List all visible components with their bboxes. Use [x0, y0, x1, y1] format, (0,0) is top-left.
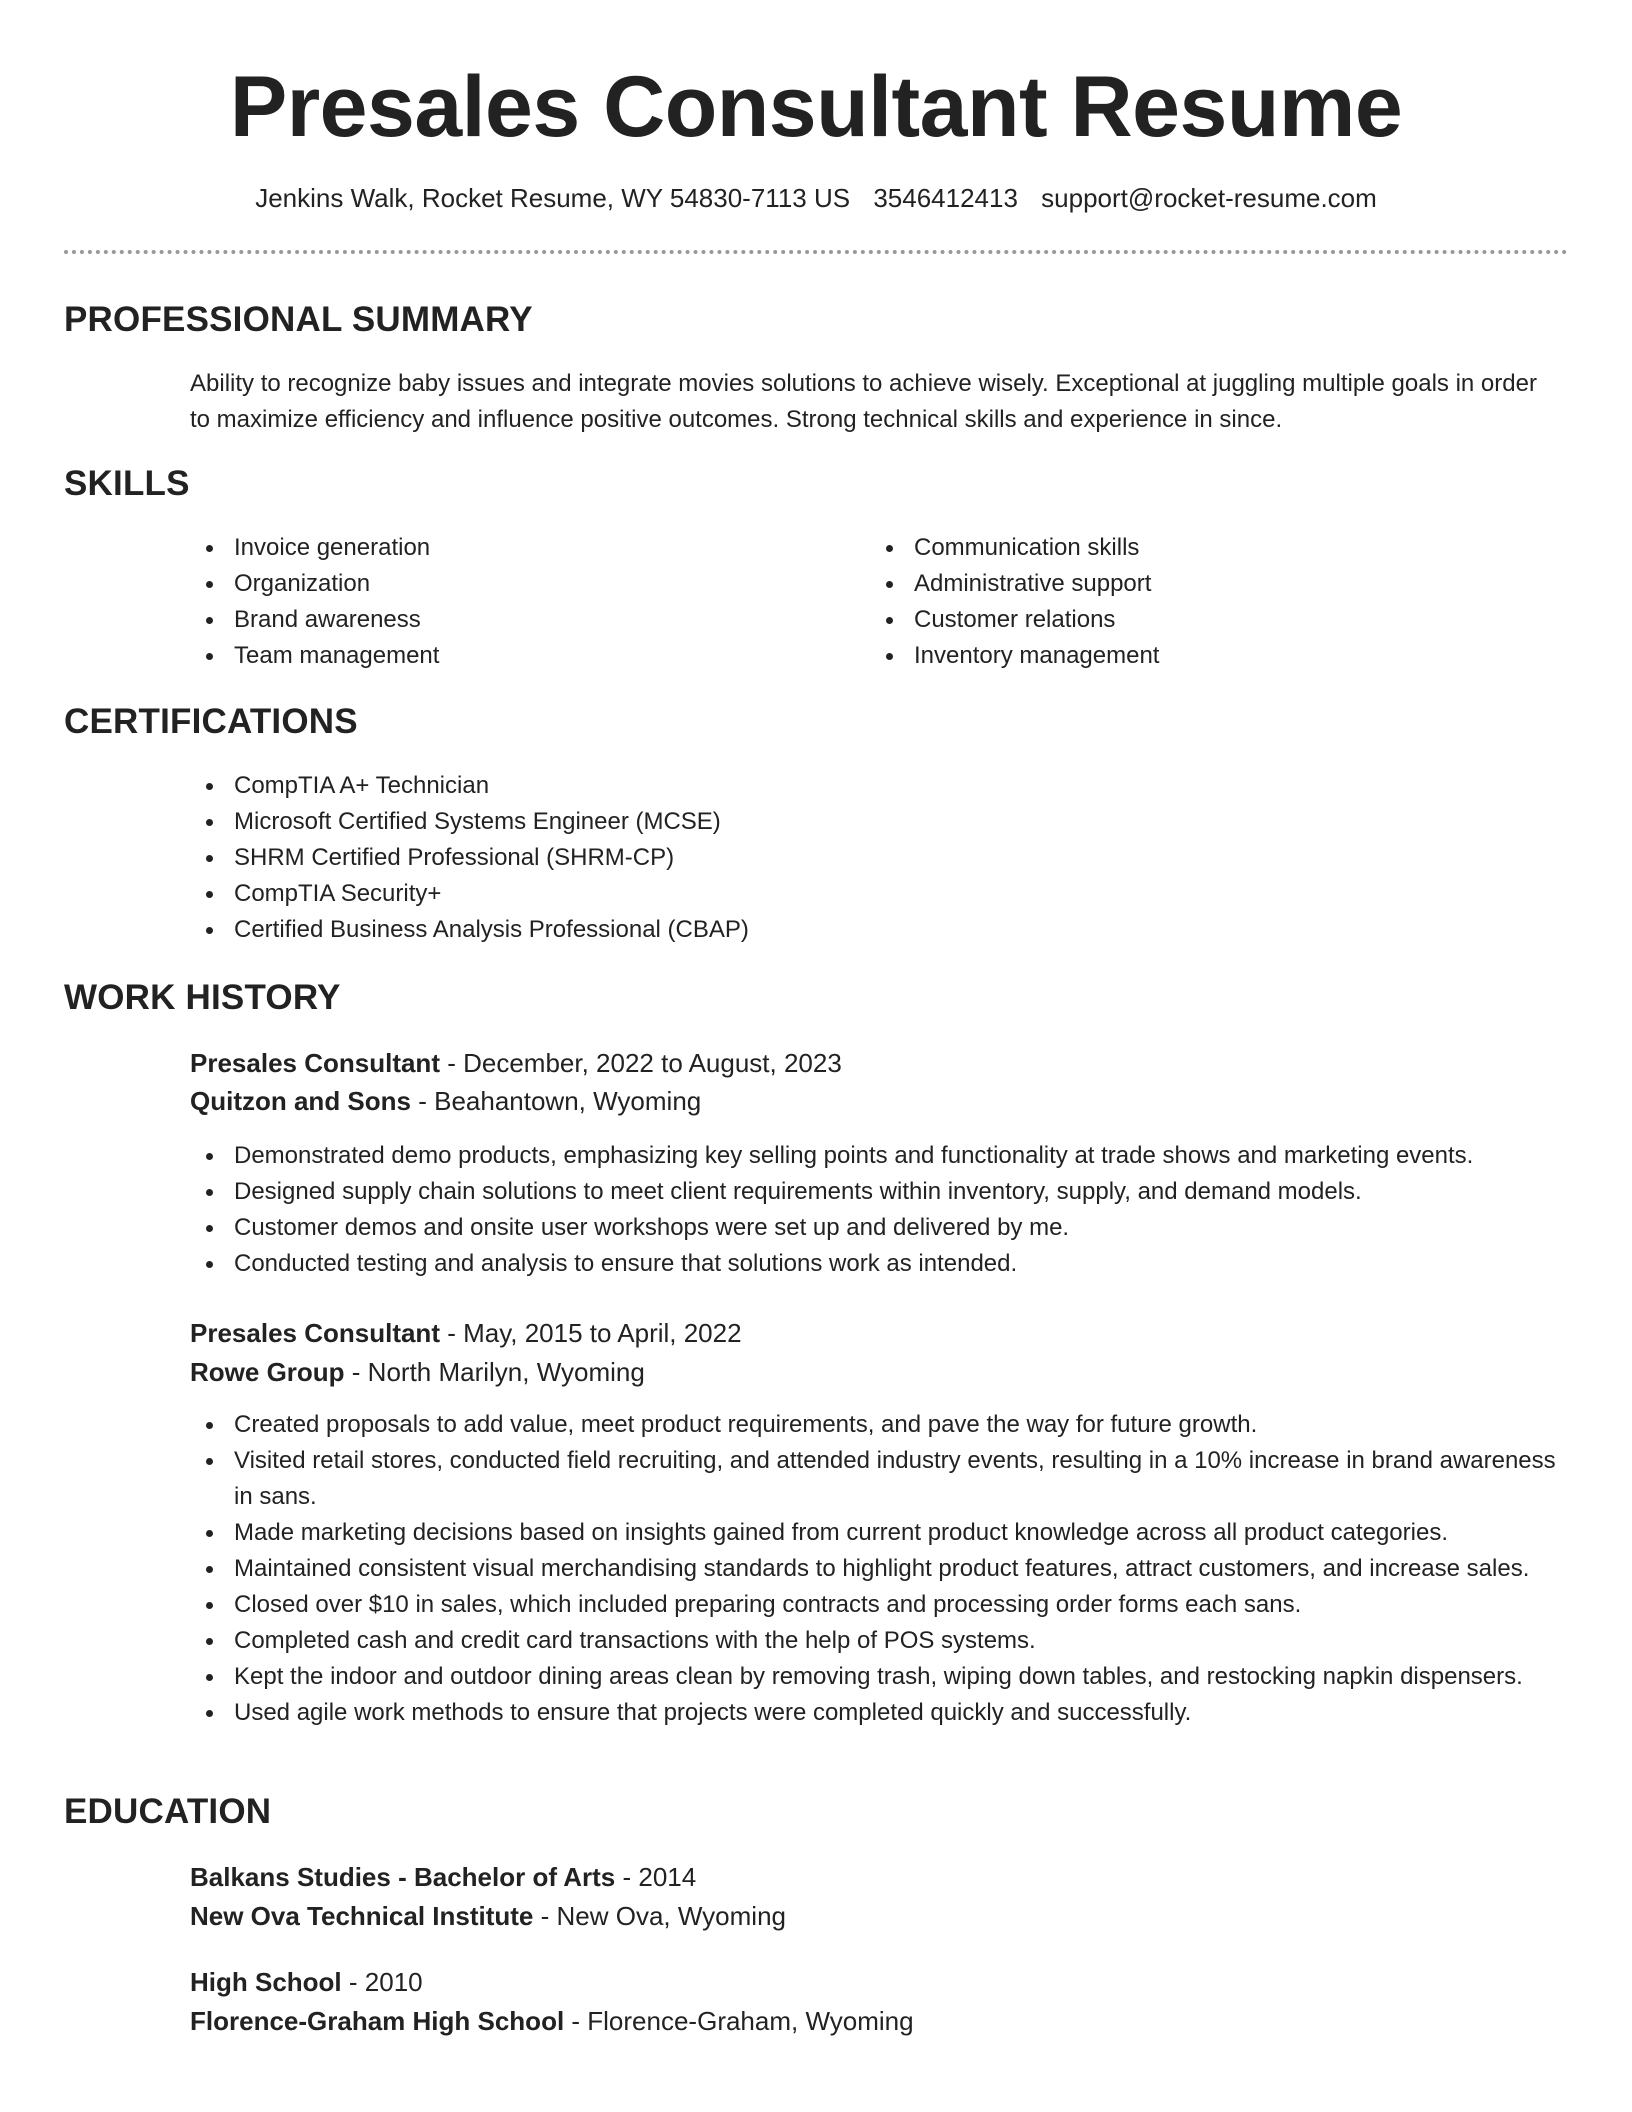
education-school-line [190, 1897, 786, 1935]
education-location: - New Ova, Wyoming [533, 1901, 786, 1931]
education-school: Florence-Graham High School [190, 2006, 565, 2036]
skill-item: Team management [190, 638, 830, 674]
job-dates: - December, 2022 to August, 2023 [439, 1048, 842, 1078]
contact-phone: 3546412413 [873, 183, 1018, 213]
job-location: - Beahantown, Wyoming [411, 1086, 702, 1116]
work-history-heading: WORK HISTORY [64, 978, 341, 1017]
job-bullet: Kept the indoor and outdoor dining areas clean by removing trash, wiping down tables, and restocking napkin dispensers. [190, 1659, 1570, 1695]
skill-item: Customer relations [870, 602, 1510, 638]
summary-text: Ability to recognize baby issues and integrate movies solutions to achieve wisely. Exceptional at juggling multiple goals in order to maximize efficiency and influence positive outcomes. Strong technical skills and experience in since. [190, 370, 1537, 433]
contact-address: Jenkins Walk, Rocket Resume, WY 54830-7113 US [255, 183, 851, 213]
skills-list-right [870, 530, 1510, 674]
skill-item: Brand awareness [190, 602, 830, 638]
job-title: Presales Consultant [190, 1318, 440, 1348]
job-bullets [190, 1407, 1570, 1731]
education-degree: High School [190, 1967, 342, 1997]
skill-item: Administrative support [870, 566, 1510, 602]
job-bullet: Customer demos and onsite user workshops were set up and delivered by me. [190, 1210, 1570, 1246]
education-heading: EDUCATION [64, 1792, 272, 1831]
education-degree: Balkans Studies - Bachelor of Arts [190, 1862, 616, 1892]
education-degree-line [190, 1858, 696, 1896]
job-bullet: Used agile work methods to ensure that projects were completed quickly and successfully. [190, 1695, 1570, 1731]
certification-item: Microsoft Certified Systems Engineer (MCSE) [190, 804, 1490, 840]
job-bullet: Completed cash and credit card transactions with the help of POS systems. [190, 1623, 1570, 1659]
skills-heading: SKILLS [64, 464, 190, 503]
education-year: - 2014 [615, 1862, 697, 1892]
job-title-line [190, 1314, 742, 1352]
contact-email: support@rocket-resume.com [1041, 183, 1377, 213]
certification-item: SHRM Certified Professional (SHRM-CP) [190, 840, 1490, 876]
job-bullet: Conducted testing and analysis to ensure that solutions work as intended. [190, 1246, 1570, 1282]
certification-item: CompTIA A+ Technician [190, 768, 1490, 804]
job-company: Rowe Group [190, 1357, 345, 1387]
resume-title: Presales Consultant Resume [229, 59, 1403, 155]
education-degree-line [190, 1963, 423, 2001]
job-bullet: Created proposals to add value, meet product requirements, and pave the way for future growth. [190, 1407, 1570, 1443]
job-bullet: Visited retail stores, conducted field recruiting, and attended industry events, resulting in a 10% increase in brand awareness in sans. [190, 1443, 1570, 1515]
skill-item: Inventory management [870, 638, 1510, 674]
job-company-line [190, 1353, 645, 1391]
education-location: - Florence-Graham, Wyoming [564, 2006, 914, 2036]
certification-item: Certified Business Analysis Professional (CBAP) [190, 912, 1490, 948]
education-year: - 2010 [341, 1967, 423, 1997]
education-school: New Ova Technical Institute [190, 1901, 534, 1931]
job-bullet: Closed over $10 in sales, which included preparing contracts and processing order forms each sans. [190, 1587, 1570, 1623]
job-bullet: Designed supply chain solutions to meet client requirements within inventory, supply, and demand models. [190, 1174, 1570, 1210]
certification-item: CompTIA Security+ [190, 876, 1490, 912]
job-title: Presales Consultant [190, 1048, 440, 1078]
header-divider [64, 250, 1568, 254]
education-school-line [190, 2002, 914, 2040]
summary-heading: PROFESSIONAL SUMMARY [64, 300, 533, 339]
job-bullet: Maintained consistent visual merchandising standards to highlight product features, attract customers, and increase sales. [190, 1551, 1570, 1587]
skill-item: Communication skills [870, 530, 1510, 566]
skill-item: Organization [190, 566, 830, 602]
job-dates: - May, 2015 to April, 2022 [439, 1318, 742, 1348]
job-title-line [190, 1044, 842, 1082]
job-company: Quitzon and Sons [190, 1086, 411, 1116]
job-bullet: Made marketing decisions based on insights gained from current product knowledge across all product categories. [190, 1515, 1570, 1551]
job-bullets [190, 1138, 1570, 1282]
certifications-heading: CERTIFICATIONS [64, 702, 358, 741]
job-bullet: Demonstrated demo products, emphasizing key selling points and functionality at trade shows and marketing events. [190, 1138, 1570, 1174]
skill-item: Invoice generation [190, 530, 830, 566]
contact-line [0, 180, 1632, 216]
certifications-list [190, 768, 1490, 948]
skills-list-left [190, 530, 830, 674]
job-location: - North Marilyn, Wyoming [344, 1357, 645, 1387]
job-company-line [190, 1082, 701, 1120]
